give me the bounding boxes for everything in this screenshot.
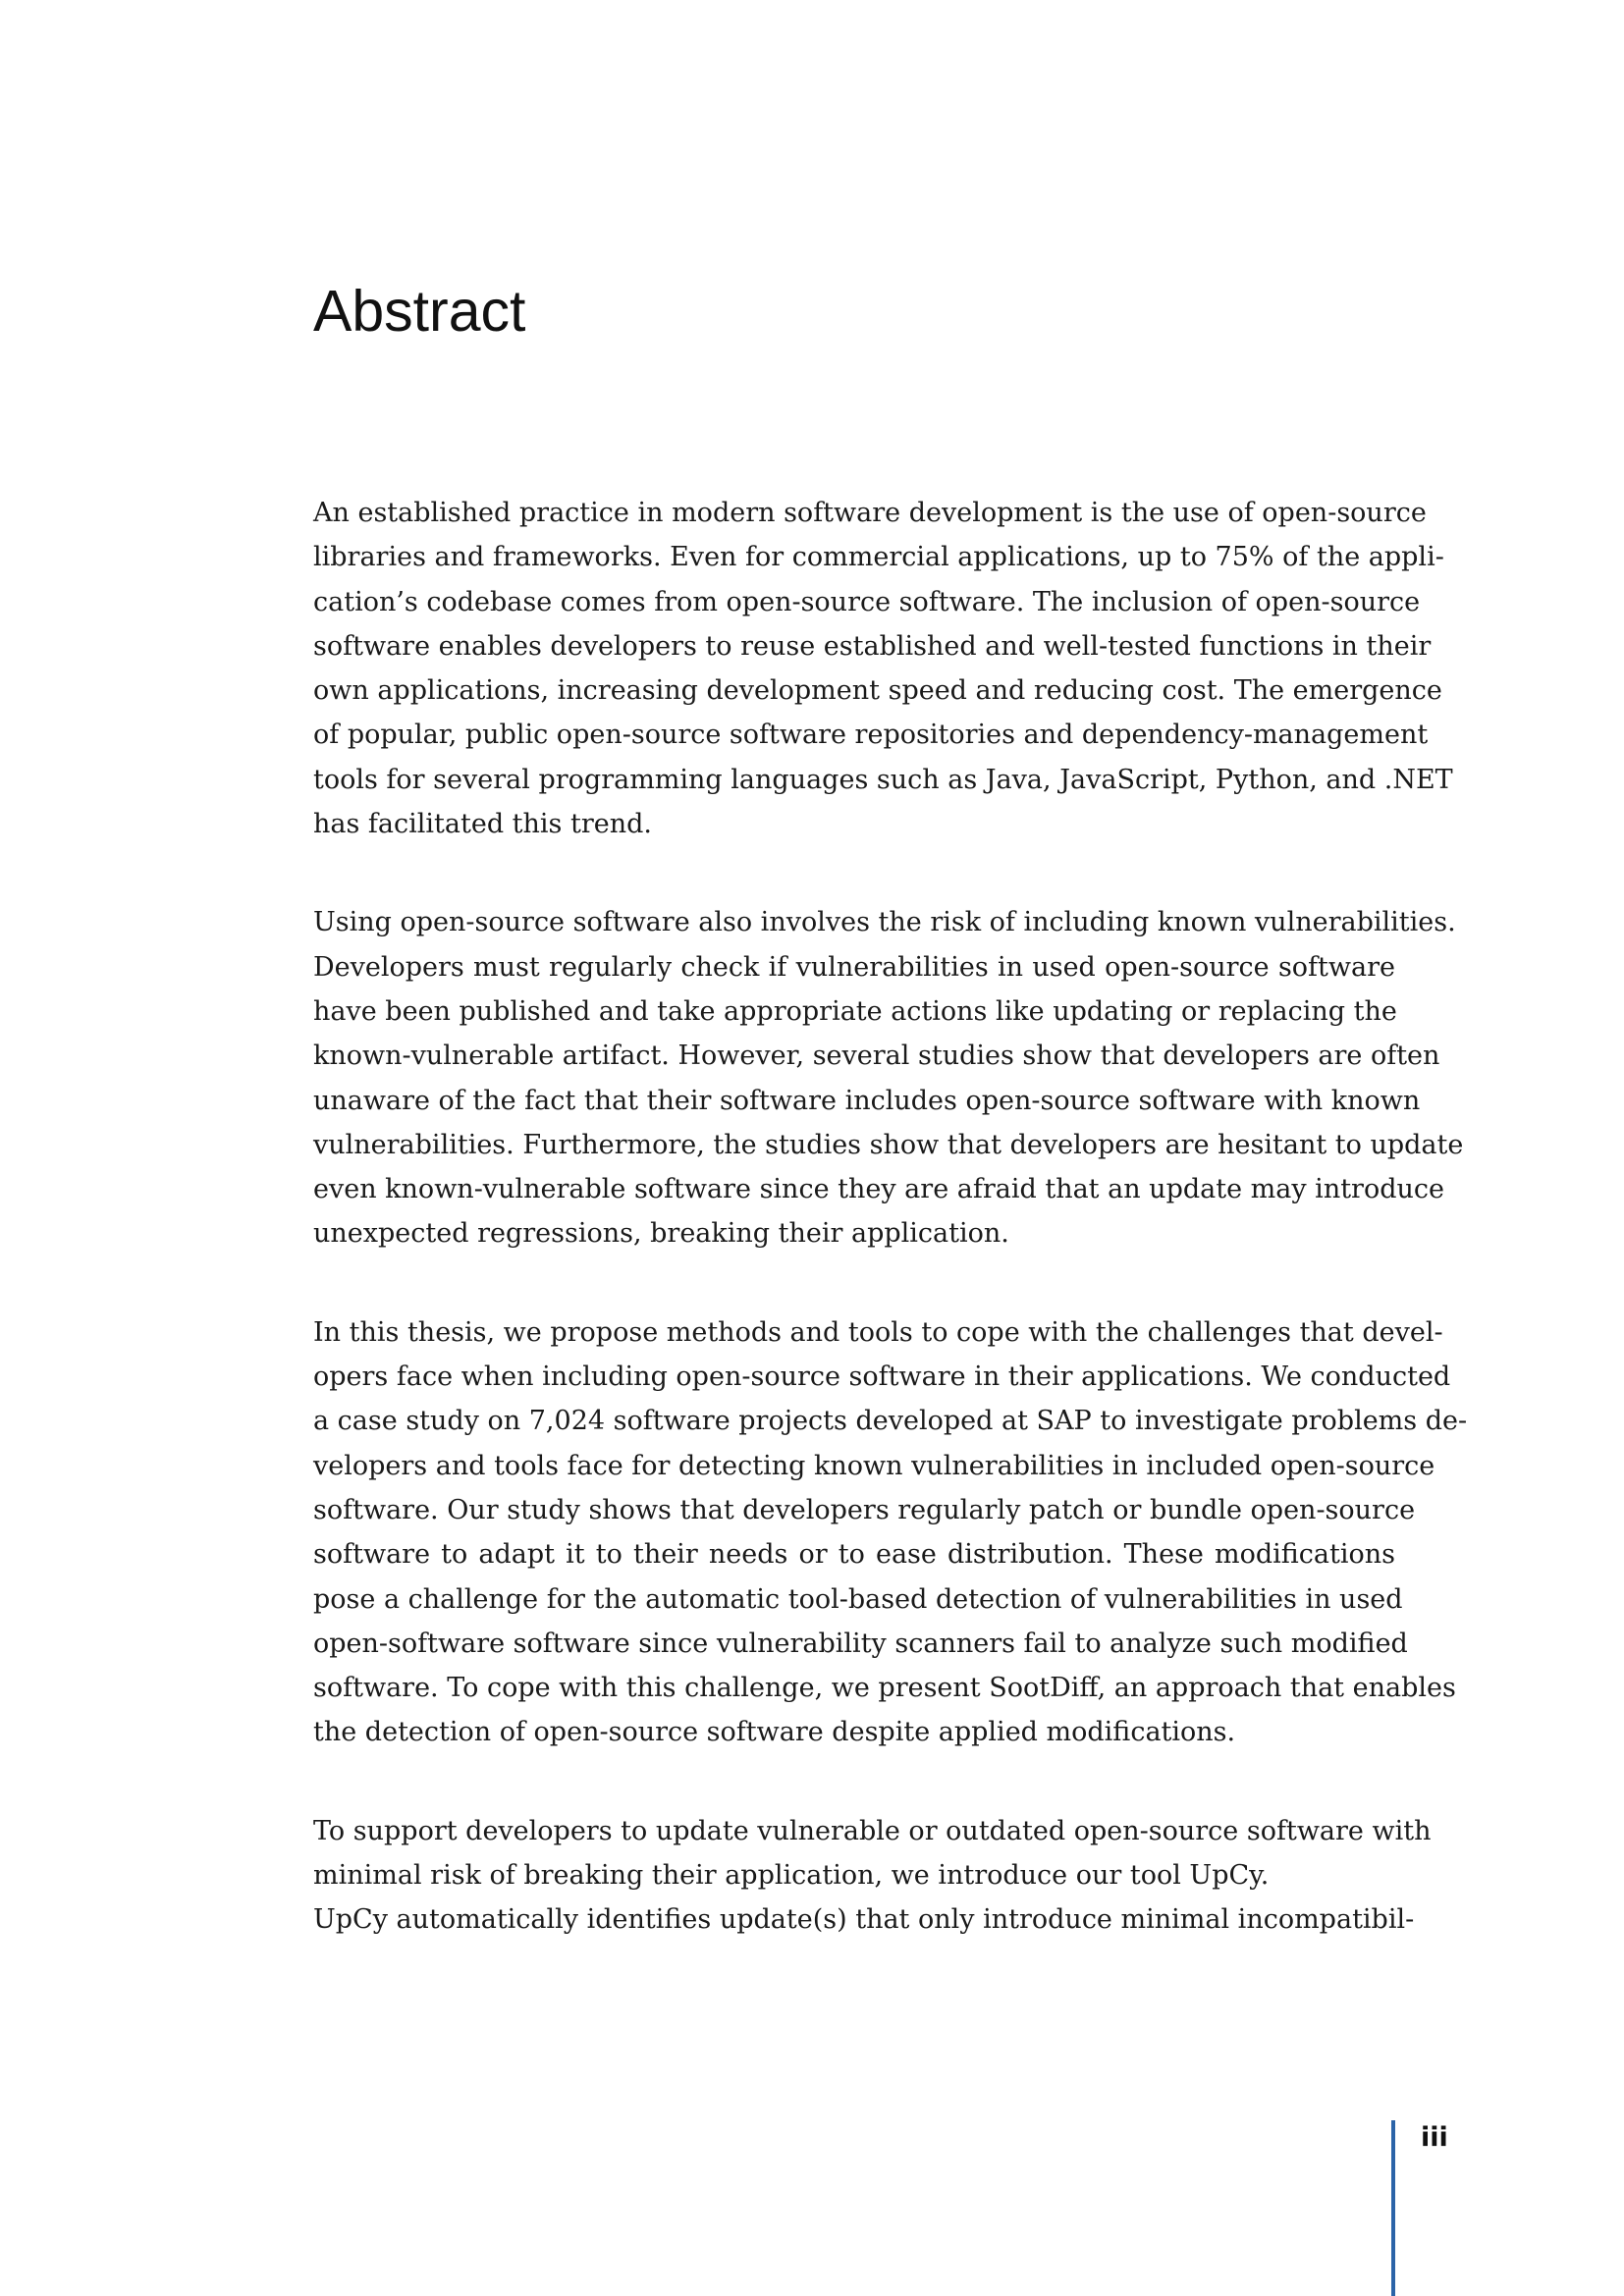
text-line: software to adapt it to their needs or to ease distribution. These modifications xyxy=(313,1539,1395,1571)
text-line: unexpected regressions, breaking their application. xyxy=(313,1218,1009,1250)
text-line: opers face when including open-source software in their applications. We conducted xyxy=(313,1362,1451,1393)
text-line: unaware of the fact that their software includes open-source software with known xyxy=(313,1085,1421,1116)
text-line: known-vulnerable artifact. However, several studies show that developers are often xyxy=(313,1041,1440,1072)
text-line: cation’s codebase comes from open-source software. The inclusion of open-source xyxy=(313,586,1421,617)
text-line: open-software software since vulnerability scanners fail to analyze such modified xyxy=(313,1628,1408,1659)
text-line: Developers must regularly check if vulnerabilities in used open-source software xyxy=(313,951,1395,983)
text-line: has facilitated this trend. xyxy=(313,809,652,840)
text-line: own applications, increasing development speed and reducing cost. The emergence xyxy=(313,675,1442,707)
text-line: pose a challenge for the automatic tool-based detection of vulnerabilities in used xyxy=(313,1583,1403,1615)
text-line: libraries and frameworks. Even for commercial applications, up to 75% of the appli- xyxy=(313,542,1444,573)
text-line: An established practice in modern software development is the use of open-source xyxy=(313,498,1427,528)
text-line: of popular, public open-source software repositories and dependency-management xyxy=(313,720,1429,751)
text-line: To support developers to update vulnerable or outdated open-source software with xyxy=(313,1815,1432,1846)
page-title: Abstract xyxy=(313,279,526,344)
text-line: velopers and tools face for detecting known vulnerabilities in included open-source xyxy=(313,1450,1435,1481)
text-line: software enables developers to reuse established and well-tested functions in their xyxy=(313,630,1432,662)
text-line: a case study on 7,024 software projects developed at SAP to investigate problems de- xyxy=(313,1406,1468,1437)
text-line: have been published and take appropriate actions like updating or replacing the xyxy=(313,995,1397,1027)
text-line: tools for several programming languages such as Java, JavaScript, Python, and .NET xyxy=(313,764,1453,795)
text-line: minimal risk of breaking their application, we introduce our tool UpCy. xyxy=(313,1860,1270,1892)
text-line: software. Our study shows that developers regularly patch or bundle open-source xyxy=(313,1494,1416,1525)
page-number-bar xyxy=(1391,2120,1395,2296)
text-line: In this thesis, we propose methods and tools to cope with the challenges that devel- xyxy=(313,1316,1443,1348)
text-line: Using open-source software also involves the risk of including known vulnerabilities. xyxy=(313,907,1456,938)
text-line: vulnerabilities. Furthermore, the studies show that developers are hesitant to update xyxy=(313,1129,1464,1160)
paragraph-2 xyxy=(313,900,1464,1255)
paragraph-3 xyxy=(313,1310,1468,1755)
abstract-body xyxy=(313,491,1468,1997)
text-line: the detection of open-source software despite applied modifications. xyxy=(313,1717,1236,1748)
paragraph-1 xyxy=(313,491,1453,846)
page-number: iii xyxy=(1421,2122,1448,2153)
text-line: even known-vulnerable software since they are afraid that an update may introduce xyxy=(313,1174,1444,1205)
text-line: UpCy automatically identifies update(s) that only introduce minimal incompatibil- xyxy=(313,1904,1415,1936)
text-line: software. To cope with this challenge, we present SootDiff, an approach that enables xyxy=(313,1673,1456,1704)
paragraph-4 xyxy=(313,1809,1432,1943)
